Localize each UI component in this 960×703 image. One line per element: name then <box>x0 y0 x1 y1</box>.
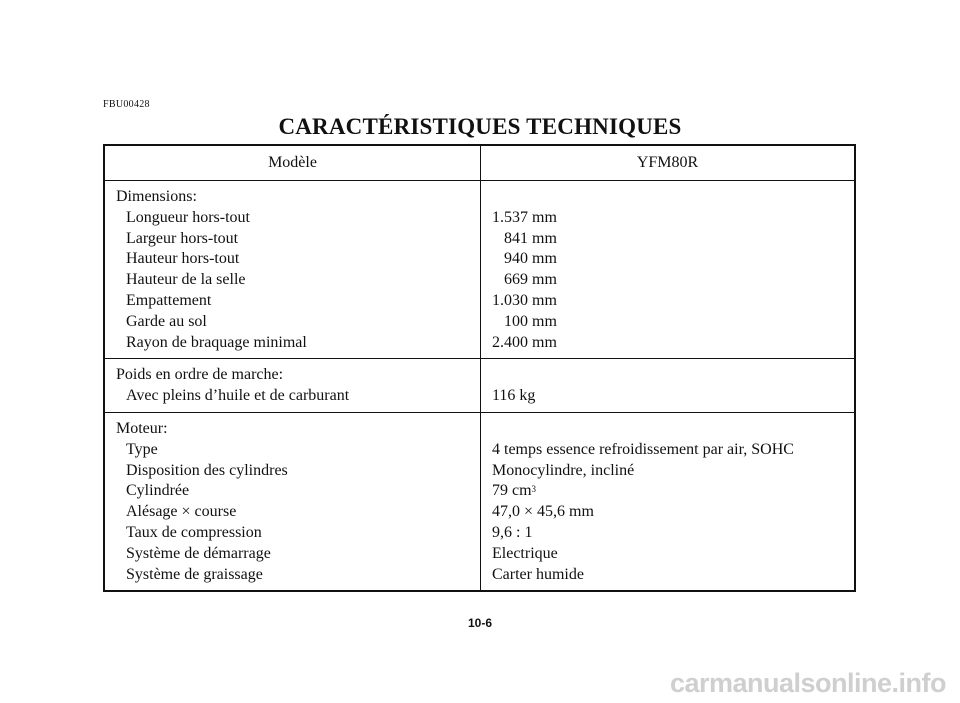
spec-value <box>492 333 854 354</box>
spec-section-labels <box>105 359 481 412</box>
spec-value-text: 79 cm <box>492 482 532 500</box>
spec-value <box>492 229 854 250</box>
spec-value-text: 841 mm <box>492 229 557 247</box>
spec-value-text: 1.537 mm <box>492 208 557 226</box>
spec-label: Taux de compression <box>126 523 262 541</box>
spec-value-text: 47,0 × 45,6 mm <box>492 503 594 521</box>
header-model-value: YFM80R <box>636 154 699 171</box>
spec-table <box>103 144 856 592</box>
spec-label: Cylindrée <box>126 482 190 500</box>
spec-value-text: 9,6 : 1 <box>492 523 533 541</box>
value-spacer <box>492 419 854 440</box>
value-spacer <box>492 187 854 208</box>
spec-value <box>492 565 854 586</box>
spec-label: Largeur hors-tout <box>126 229 239 247</box>
spec-label: Système de démarrage <box>126 544 271 562</box>
spec-section-values <box>481 413 854 590</box>
spec-label: Rayon de braquage minimal <box>126 333 307 351</box>
spec-value <box>492 461 854 482</box>
section-heading: Poids en ordre de marche: <box>116 366 284 384</box>
spec-value <box>492 523 854 544</box>
spec-label: Avec pleins d’huile et de carburant <box>126 387 350 405</box>
spec-label: Type <box>126 440 158 458</box>
spec-value <box>492 249 854 270</box>
spec-section-labels <box>105 181 481 358</box>
unit-superscript: 3 <box>531 484 537 495</box>
page-number: 10-6 <box>467 616 493 630</box>
spec-value <box>492 291 854 312</box>
spec-value <box>492 481 854 502</box>
section-heading: Dimensions: <box>116 188 197 205</box>
table-header-row <box>105 146 854 181</box>
spec-label: Hauteur de la selle <box>126 271 246 289</box>
spec-label: Hauteur hors-tout <box>126 250 240 268</box>
spec-label: Longueur hors-tout <box>126 208 250 226</box>
spec-value <box>492 208 854 229</box>
document-code: FBU00428 <box>103 99 150 110</box>
spec-section-labels <box>105 413 481 590</box>
spec-value <box>492 386 854 407</box>
spec-label: Système de graissage <box>126 565 263 583</box>
spec-value-text: 1.030 mm <box>492 291 557 309</box>
spec-value-text: 116 kg <box>492 387 536 405</box>
spec-value-text: Carter humide <box>492 565 584 583</box>
header-model-label: Modèle <box>105 146 481 180</box>
spec-label: Garde au sol <box>126 312 207 330</box>
spec-value <box>492 270 854 291</box>
spec-value-text: 100 mm <box>492 312 557 330</box>
spec-value-text: Electrique <box>492 544 558 562</box>
spec-value-text: 669 mm <box>492 271 557 289</box>
spec-value-text: Monocylindre, incliné <box>492 461 635 479</box>
spec-value <box>492 312 854 333</box>
spec-section-values <box>481 359 854 412</box>
spec-value-text: 2.400 mm <box>492 333 557 351</box>
section-heading: Moteur: <box>116 419 168 437</box>
spec-value-text: 940 mm <box>492 250 557 268</box>
spec-label: Disposition des cylindres <box>126 461 288 479</box>
value-spacer <box>492 365 854 386</box>
spec-value <box>492 502 854 523</box>
spec-section-row <box>105 413 854 590</box>
spec-value <box>492 440 854 461</box>
spec-label: Alésage × course <box>126 503 237 521</box>
spec-section-row <box>105 181 854 359</box>
watermark-text: carmanualsonline.info <box>669 668 946 698</box>
spec-value-text: 4 temps essence refroidissement par air, SOHC <box>492 440 794 458</box>
page-title: CARACTÉRISTIQUES TECHNIQUES <box>278 114 682 139</box>
spec-section-row <box>105 359 854 413</box>
spec-label: Empattement <box>126 291 212 309</box>
spec-value <box>492 544 854 565</box>
spec-section-values <box>481 181 854 358</box>
